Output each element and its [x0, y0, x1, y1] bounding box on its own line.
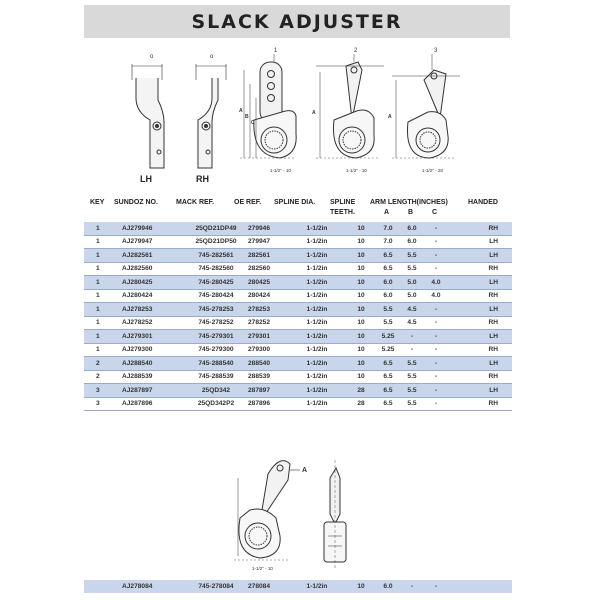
cell-c: -: [424, 580, 448, 593]
cell-b: 5.5: [400, 370, 424, 384]
header-a: A: [384, 209, 390, 216]
cell-oe: 278252: [248, 316, 288, 330]
table-row: [84, 303, 512, 317]
cell-b: 5.5: [400, 249, 424, 263]
table-row: [84, 384, 512, 398]
cell-handed: LH: [448, 276, 512, 290]
cell-oe: 280424: [248, 289, 288, 303]
cell-b: 5.5: [400, 357, 424, 371]
cell-b: 6.0: [400, 222, 424, 235]
cell-sundoz: AJ278084: [122, 580, 184, 593]
cell-mack: 745-280425: [184, 276, 248, 290]
cell-b: 5.0: [400, 276, 424, 290]
table-row: [84, 370, 512, 384]
cell-mack: 745-278084: [184, 580, 248, 593]
adj3-spline-label: 1-1/2" - 28: [422, 168, 443, 173]
cell-mack: 25QD21DP49: [184, 222, 248, 235]
bottom-row-table: [84, 580, 512, 593]
table-row: [84, 343, 512, 357]
adj2-spline-label: 1-1/2" - 10: [346, 168, 367, 173]
cell-key: 1: [84, 343, 122, 357]
cell-handed: LH: [448, 330, 512, 344]
cell-key: 3: [84, 397, 122, 411]
cell-teeth: 10: [346, 316, 376, 330]
cell-sundoz: AJ280425: [122, 276, 184, 290]
cell-a: 7.0: [376, 235, 400, 249]
cell-spline: 1-1/2in: [288, 249, 346, 263]
cell-sundoz: AJ279947: [122, 235, 184, 249]
cell-sundoz: AJ282560: [122, 262, 184, 276]
adj2-dim-2: 2: [354, 48, 358, 54]
cell-oe: 282561: [248, 249, 288, 263]
cell-teeth: 10: [346, 580, 376, 593]
cell-b: 4.5: [400, 316, 424, 330]
cell-handed: RH: [448, 222, 512, 235]
cell-oe: 279300: [248, 343, 288, 357]
cell-sundoz: AJ279946: [122, 222, 184, 235]
cell-handed: RH: [448, 397, 512, 411]
cell-a: 6.5: [376, 262, 400, 276]
cell-spline: 1-1/2in: [288, 262, 346, 276]
cell-spline: 1-1/2in: [288, 580, 346, 593]
cell-c: -: [424, 330, 448, 344]
cell-a: 7.0: [376, 222, 400, 235]
cell-spline: 1-1/2in: [288, 289, 346, 303]
table-row: [84, 316, 512, 330]
cell-sundoz: AJ282561: [122, 249, 184, 263]
lh-side-view-drawing: [132, 64, 164, 168]
table-row: [84, 289, 512, 303]
cell-b: -: [400, 330, 424, 344]
header-c: C: [432, 209, 438, 216]
cell-sundoz: AJ278253: [122, 303, 184, 317]
lh-dim-o: o: [150, 54, 154, 60]
cell-oe: 288539: [248, 370, 288, 384]
rh-label: RH: [196, 174, 209, 184]
cell-mack: 25QD342P2: [184, 397, 248, 411]
cell-spline: 1-1/2in: [288, 316, 346, 330]
adj3-dim-a: A: [388, 114, 392, 120]
cell-b: 6.0: [400, 235, 424, 249]
table-row: [84, 262, 512, 276]
cell-oe: 280425: [248, 276, 288, 290]
cell-c: 4.0: [424, 289, 448, 303]
cell-mack: 745-279301: [184, 330, 248, 344]
cell-c: -: [424, 316, 448, 330]
adj2-dim-a: A: [312, 110, 316, 116]
spec-table: [84, 222, 512, 411]
cell-a: 5.5: [376, 303, 400, 317]
cell-teeth: 10: [346, 276, 376, 290]
cell-c: -: [424, 384, 448, 398]
cell-mack: 25QD21DP50: [184, 235, 248, 249]
header-b: B: [408, 209, 414, 216]
header-spline-teeth-2: TEETH.: [330, 209, 355, 216]
cell-b: 5.5: [400, 384, 424, 398]
cell-c: -: [424, 370, 448, 384]
rh-dim-o: o: [210, 54, 214, 60]
cell-spline: 1-1/2in: [288, 357, 346, 371]
cell-c: -: [424, 357, 448, 371]
cell-a: 6.0: [376, 289, 400, 303]
cell-b: 5.0: [400, 289, 424, 303]
cell-spline: 1-1/2in: [288, 235, 346, 249]
cell-sundoz: AJ288539: [122, 370, 184, 384]
cell-a: 6.5: [376, 370, 400, 384]
table-row: [84, 397, 512, 411]
table-row: [84, 580, 512, 593]
bottom-dim-a: A: [302, 467, 308, 474]
cell-teeth: 10: [346, 222, 376, 235]
cell-mack: 745-279300: [184, 343, 248, 357]
cell-c: -: [424, 249, 448, 263]
cell-sundoz: AJ280424: [122, 289, 184, 303]
cell-b: 4.5: [400, 303, 424, 317]
cell-mack: 745-288540: [184, 357, 248, 371]
cell-sundoz: AJ279300: [122, 343, 184, 357]
cell-spline: 1-1/2in: [288, 397, 346, 411]
cell-oe: 279947: [248, 235, 288, 249]
cell-teeth: 28: [346, 397, 376, 411]
cell-handed: LH: [448, 303, 512, 317]
cell-mack: 745-278252: [184, 316, 248, 330]
cell-mack: 745-278253: [184, 303, 248, 317]
cell-key: 1: [84, 235, 122, 249]
cell-b: -: [400, 580, 424, 593]
cell-key: 1: [84, 330, 122, 344]
cell-mack: 25QD342: [184, 384, 248, 398]
lh-label: LH: [140, 174, 152, 184]
cell-key: 2: [84, 357, 122, 371]
header-arm-length: ARM LENGTH(INCHES): [370, 199, 448, 206]
adjuster-278084-drawing: [234, 461, 300, 560]
cell-handed: RH: [448, 316, 512, 330]
header-spline-teeth-1: SPLINE: [330, 199, 356, 206]
adj1-dim-b: B: [245, 114, 249, 120]
adj1-dim-c: C: [251, 120, 255, 126]
cell-spline: 1-1/2in: [288, 343, 346, 357]
header-mack: MACK REF.: [176, 199, 215, 206]
adj1-dim-a: A: [239, 108, 243, 114]
cell-teeth: 10: [346, 249, 376, 263]
cell-teeth: 10: [346, 357, 376, 371]
cell-spline: 1-1/2in: [288, 222, 346, 235]
cell-a: 6.0: [376, 276, 400, 290]
cell-oe: 287896: [248, 397, 288, 411]
cell-a: 5.25: [376, 330, 400, 344]
page-title: SLACK ADJUSTER: [191, 10, 403, 33]
cell-key: 1: [84, 303, 122, 317]
cell-b: 5.5: [400, 262, 424, 276]
cell-oe: 278084: [248, 580, 288, 593]
cell-sundoz: AJ278252: [122, 316, 184, 330]
cell-spline: 1-1/2in: [288, 276, 346, 290]
cell-oe: 288540: [248, 357, 288, 371]
cell-spline: 1-1/2in: [288, 330, 346, 344]
adj1-spline-label: 1-1/2" - 10: [270, 168, 291, 173]
cell-sundoz: AJ279301: [122, 330, 184, 344]
cell-mack: 745-288539: [184, 370, 248, 384]
adj3-dim-3: 3: [434, 48, 438, 54]
rh-side-view-drawing: [196, 64, 226, 168]
cell-oe: 279946: [248, 222, 288, 235]
cell-teeth: 28: [346, 384, 376, 398]
cell-teeth: 10: [346, 303, 376, 317]
cell-spline: 1-1/2in: [288, 303, 346, 317]
adjuster-278084-side-view-drawing: [324, 460, 346, 568]
cell-handed: LH: [448, 235, 512, 249]
bottom-spline-label: 1-1/2" - 10: [252, 566, 273, 571]
table-row: [84, 249, 512, 263]
cell-c: 4.0: [424, 276, 448, 290]
cell-handed: RH: [448, 343, 512, 357]
cell-key: 1: [84, 316, 122, 330]
cell-c: -: [424, 303, 448, 317]
cell-handed: RH: [448, 370, 512, 384]
header-key: KEY: [90, 199, 105, 206]
cell-mack: 745-280424: [184, 289, 248, 303]
cell-a: 5.5: [376, 316, 400, 330]
adjuster-key-3-drawing: [392, 54, 460, 158]
cell-c: -: [424, 235, 448, 249]
header-spline: SPLINE DIA.: [274, 199, 316, 206]
cell-a: 6.5: [376, 357, 400, 371]
cell-handed: RH: [448, 289, 512, 303]
cell-c: -: [424, 262, 448, 276]
cell-mack: 745-282560: [184, 262, 248, 276]
cell-a: 6.5: [376, 397, 400, 411]
cell-c: -: [424, 343, 448, 357]
cell-teeth: 10: [346, 370, 376, 384]
cell-key: 1: [84, 276, 122, 290]
top-drawings: [84, 40, 510, 190]
cell-oe: 282560: [248, 262, 288, 276]
cell-b: 5.5: [400, 397, 424, 411]
cell-handed: LH: [448, 384, 512, 398]
cell-key: 1: [84, 249, 122, 263]
cell-teeth: 10: [346, 289, 376, 303]
cell-teeth: 10: [346, 262, 376, 276]
cell-key: 1: [84, 262, 122, 276]
cell-a: 6.0: [376, 580, 400, 593]
cell-key: 3: [84, 384, 122, 398]
adj1-dim-1: 1: [274, 48, 278, 54]
table-row: [84, 235, 512, 249]
cell-a: 6.5: [376, 249, 400, 263]
cell-a: 5.25: [376, 343, 400, 357]
cell-b: -: [400, 343, 424, 357]
cell-teeth: 10: [346, 343, 376, 357]
cell-handed: RH: [448, 262, 512, 276]
cell-spline: 1-1/2in: [288, 384, 346, 398]
bottom-drawings: [84, 448, 510, 576]
adjuster-key-2-drawing: [316, 54, 384, 158]
cell-key: 1: [84, 222, 122, 235]
header-sundoz: SUNDOZ NO.: [114, 199, 158, 206]
header-oe: OE REF.: [234, 199, 262, 206]
cell-sundoz: AJ287896: [122, 397, 184, 411]
cell-handed: LH: [448, 249, 512, 263]
cell-teeth: 10: [346, 235, 376, 249]
cell-key: 1: [84, 289, 122, 303]
cell-teeth: 10: [346, 330, 376, 344]
cell-c: -: [424, 397, 448, 411]
cell-mack: 745-282561: [184, 249, 248, 263]
table-row: [84, 222, 512, 235]
table-row: [84, 357, 512, 371]
table-row: [84, 330, 512, 344]
table-header: [84, 193, 510, 221]
header-handed: HANDED: [468, 199, 498, 206]
cell-c: -: [424, 222, 448, 235]
cell-handed: LH: [448, 357, 512, 371]
cell-oe: 278253: [248, 303, 288, 317]
cell-sundoz: AJ288540: [122, 357, 184, 371]
cell-sundoz: AJ287897: [122, 384, 184, 398]
cell-oe: 287897: [248, 384, 288, 398]
cell-key: 2: [84, 370, 122, 384]
cell-oe: 279301: [248, 330, 288, 344]
title-bar: [84, 5, 510, 38]
cell-spline: 1-1/2in: [288, 370, 346, 384]
adjuster-key-1-drawing: [240, 54, 296, 158]
cell-a: 6.5: [376, 384, 400, 398]
table-row: [84, 276, 512, 290]
